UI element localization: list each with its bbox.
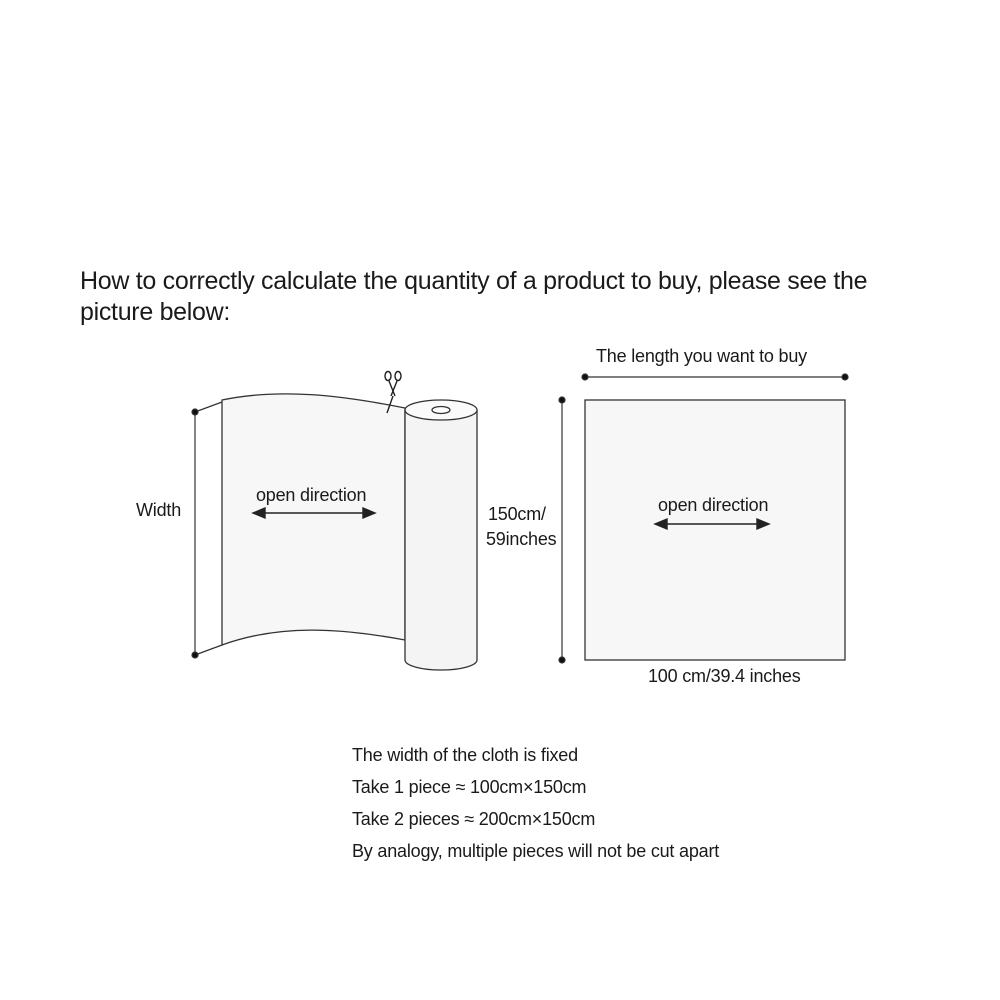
note-item: Take 1 piece ≈ 100cm×150cm [352, 777, 587, 797]
page-title: How to correctly calculate the quantity of a product to buy, please see the picture below: [80, 267, 868, 326]
sheet-direction-label: open direction [658, 495, 769, 515]
height-dimension-line [559, 397, 565, 663]
bottom-dimension-label: 100 cm/39.4 inches [648, 666, 801, 686]
note-item: The width of the cloth is fixed [352, 745, 578, 765]
height-label-line1: 150cm/ [488, 504, 546, 524]
unrolled-sheet [222, 394, 405, 645]
fabric-sheet [585, 400, 845, 660]
length-dimension-line [582, 374, 848, 380]
note-item: Take 2 pieces ≈ 200cm×150cm [352, 809, 596, 829]
length-label: The length you want to buy [596, 346, 807, 366]
fabric-roll [222, 394, 477, 670]
width-dimension-line [192, 402, 222, 658]
note-item: By analogy, multiple pieces will not be cut apart [352, 841, 720, 861]
height-label-line2: 59inches [486, 529, 557, 549]
roll-core [432, 407, 450, 414]
notes-list [352, 739, 719, 867]
width-label: Width [136, 500, 182, 520]
roll-direction-label: open direction [256, 485, 367, 505]
roll-cylinder [405, 410, 477, 670]
